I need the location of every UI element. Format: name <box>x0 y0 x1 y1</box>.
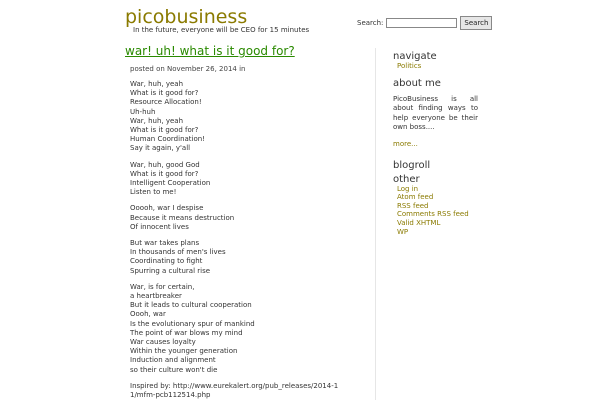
other-link-atom-feed[interactable]: Atom feed <box>397 193 434 202</box>
poem-line: Spurring a cultural rise <box>130 266 211 275</box>
poem-line: What is it good for? <box>130 89 199 98</box>
poem-line: Say it again, y'all <box>130 144 191 153</box>
search-button[interactable]: Search <box>460 16 492 30</box>
poem-line: Oooh, war <box>130 310 166 319</box>
navigate-heading: navigate <box>393 51 437 62</box>
poem-line: Because it means destruction <box>130 213 235 222</box>
poem-line: Within the younger generation <box>130 347 238 356</box>
search-input[interactable] <box>386 18 457 28</box>
nav-link-politics[interactable]: Politics <box>397 62 422 70</box>
about-text: PicoBusiness is all about finding ways to help everyone be their own boss.... <box>393 94 478 132</box>
about-heading: about me <box>393 77 441 89</box>
inspired-by-text: Inspired by: http://www.eurekalert.org/pub_releases/2014-11/mfm-pcb112514.php <box>130 381 339 400</box>
about-more-link[interactable]: more... <box>393 139 418 148</box>
post-body <box>130 80 340 407</box>
search-label: Search: <box>357 19 384 27</box>
other-heading: other <box>393 173 420 185</box>
poem-line: War, huh, yeah <box>130 116 184 125</box>
stanza-3 <box>130 204 340 232</box>
post-meta: posted on November 26, 2014 in <box>130 65 246 73</box>
sidebar-divider <box>375 48 376 400</box>
poem-line: War causes loyalty <box>130 338 196 347</box>
sidebar <box>393 51 478 236</box>
poem-line: But it leads to cultural cooperation <box>130 301 252 310</box>
poem-line: Intelligent Cooperation <box>130 179 211 188</box>
poem-line: Coordinating to fight <box>130 257 203 266</box>
poem-line: Resource Allocation! <box>130 98 202 107</box>
site-title[interactable]: picobusiness <box>125 6 248 28</box>
site-tagline: In the future, everyone will be CEO for 15 minutes <box>133 26 310 34</box>
other-link-valid-xhtml[interactable]: Valid XHTML <box>397 218 441 227</box>
poem-line: Listen to me! <box>130 188 177 197</box>
other-link-login[interactable]: Log in <box>397 184 419 193</box>
poem-line: Is the evolutionary spur of mankind <box>130 319 255 328</box>
poem-line: Induction and alignment <box>130 356 216 365</box>
poem-line: What is it good for? <box>130 126 199 135</box>
stanza-1 <box>130 80 340 154</box>
stanza-4 <box>130 239 340 276</box>
poem-line: Of innocent lives <box>130 222 189 231</box>
search-form <box>357 16 492 30</box>
poem-line: Ooooh, war I despise <box>130 204 204 213</box>
poem-line: War, huh, yeah <box>130 80 184 88</box>
poem-line: In thousands of men's lives <box>130 248 226 257</box>
poem-line: War, huh, good God <box>130 160 200 169</box>
post-title-link[interactable]: war! uh! what is it good for? <box>125 44 295 58</box>
poem-line: But war takes plans <box>130 239 200 248</box>
inspired-by <box>130 382 340 400</box>
poem-line: so their culture won't die <box>130 365 218 374</box>
poem-line: The point of war blows my mind <box>130 328 243 337</box>
other-link-wp[interactable]: WP <box>397 227 409 236</box>
stanza-2 <box>130 161 340 198</box>
poem-line: What is it good for? <box>130 169 199 178</box>
poem-line: War, is for certain, <box>130 282 195 291</box>
poem-line: Human Coordination! <box>130 135 206 144</box>
poem-line: Uh-huh <box>130 107 156 116</box>
poem-line: a heartbreaker <box>130 292 182 301</box>
blogroll-heading: blogroll <box>393 159 431 171</box>
other-link-comments-rss[interactable]: Comments RSS feed <box>397 210 469 219</box>
other-link-rss-feed[interactable]: RSS feed <box>397 201 429 210</box>
stanza-5 <box>130 283 340 375</box>
